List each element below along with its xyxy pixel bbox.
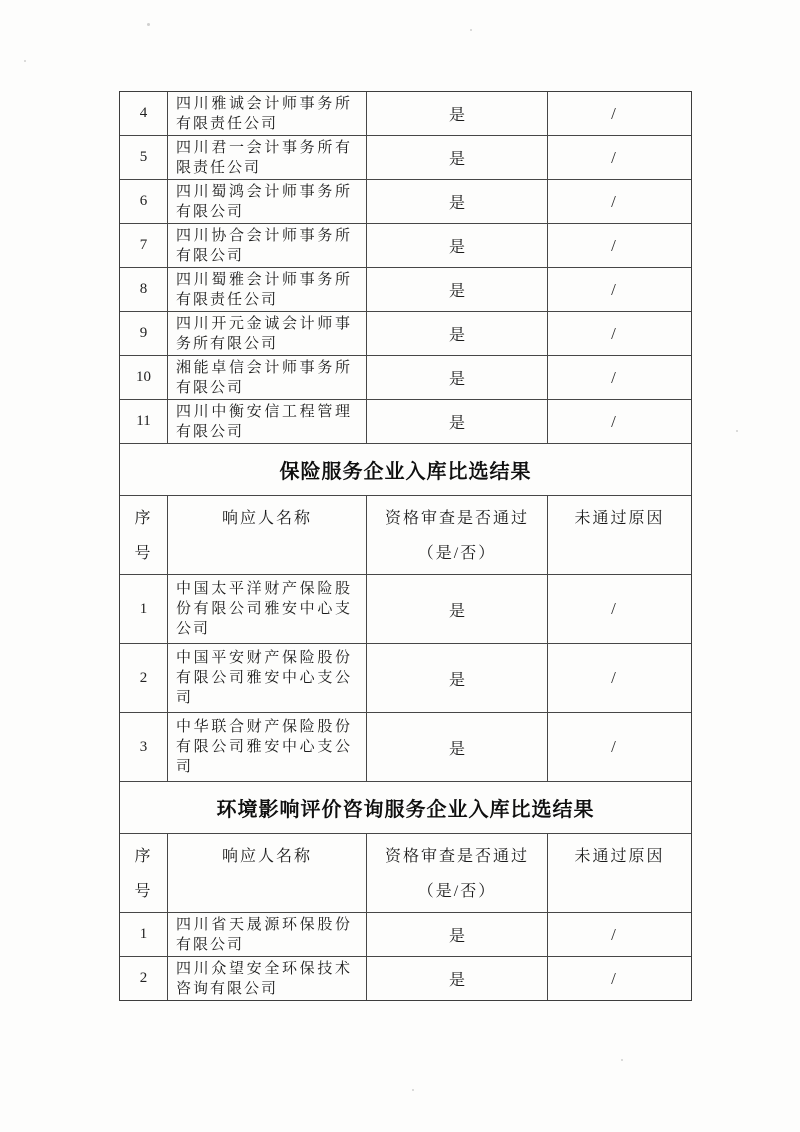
seq-number: 10 — [136, 369, 151, 385]
name-cell — [168, 92, 367, 135]
reason-cell — [548, 957, 691, 1000]
pass-value: 是 — [448, 239, 465, 256]
table-row — [120, 644, 691, 713]
reason-value: / — [611, 968, 616, 988]
header-pass-cell — [367, 834, 548, 912]
respondent-name: 四川蜀鸿会计师事务所有限公司 — [176, 183, 352, 220]
pass-value: 是 — [448, 671, 465, 689]
seq-number: 9 — [139, 325, 148, 341]
name-cell — [168, 136, 367, 179]
pass-value: 是 — [448, 602, 465, 620]
pass-value: 是 — [448, 928, 465, 945]
header-seq-cell — [120, 834, 168, 912]
reason-cell — [548, 312, 691, 355]
seq-cell — [120, 136, 168, 179]
respondent-name: 四川开元金诚会计师事务所有限公司 — [176, 315, 352, 352]
pass-cell — [367, 644, 548, 712]
header-reason-cell — [548, 496, 691, 574]
seq-number: 4 — [139, 105, 148, 121]
header-seq-line2: 号 — [134, 883, 153, 900]
header-pass-line1: 资格审查是否通过 — [384, 510, 529, 527]
seq-cell — [120, 913, 168, 956]
scan-speck — [621, 1059, 623, 1061]
pass-value: 是 — [448, 415, 465, 432]
seq-cell — [120, 92, 168, 135]
pass-cell — [367, 575, 548, 643]
respondent-name: 四川协合会计师事务所有限公司 — [176, 227, 352, 264]
respondent-name: 中国太平洋财产保险股份有限公司雅安中心支公司 — [176, 581, 352, 637]
header-reason-label: 未通过原因 — [574, 510, 665, 527]
table-row — [120, 312, 691, 356]
respondent-name: 四川蜀雅会计师事务所有限责任公司 — [176, 271, 352, 308]
seq-number: 2 — [139, 970, 148, 986]
environment-header-row — [120, 834, 691, 913]
insurance-header-row — [120, 496, 691, 575]
pass-cell — [367, 312, 548, 355]
respondent-name: 湘能卓信会计师事务所有限公司 — [176, 359, 352, 396]
pass-cell — [367, 957, 548, 1000]
reason-value: / — [611, 367, 616, 387]
reason-cell — [548, 356, 691, 399]
seq-number: 1 — [139, 926, 148, 942]
reason-cell — [548, 180, 691, 223]
respondent-name: 中国平安财产保险股份有限公司雅安中心支公司 — [176, 650, 352, 706]
seq-number: 3 — [139, 738, 148, 755]
pass-value: 是 — [448, 283, 465, 300]
seq-number: 11 — [136, 413, 151, 429]
seq-number: 1 — [139, 600, 148, 617]
pass-cell — [367, 224, 548, 267]
reason-cell — [548, 268, 691, 311]
reason-cell — [548, 575, 691, 643]
table-row — [120, 92, 691, 136]
seq-number: 5 — [139, 149, 148, 165]
reason-value: / — [611, 103, 616, 123]
seq-cell — [120, 312, 168, 355]
reason-value: / — [611, 279, 616, 299]
pass-value: 是 — [448, 195, 465, 212]
section-title-environment — [120, 782, 691, 834]
header-reason-cell — [548, 834, 691, 912]
header-name-label: 响应人名称 — [221, 848, 312, 865]
table-row — [120, 356, 691, 400]
pass-value: 是 — [448, 107, 465, 124]
section-title-text: 保险服务企业入库比选结果 — [279, 461, 532, 483]
reason-cell — [548, 136, 691, 179]
reason-value: / — [611, 599, 616, 618]
seq-number: 8 — [139, 281, 148, 297]
name-cell — [168, 913, 367, 956]
seq-cell — [120, 268, 168, 311]
reason-value: / — [611, 411, 616, 431]
pass-cell — [367, 136, 548, 179]
reason-value: / — [611, 191, 616, 211]
respondent-name: 四川中衡安信工程管理有限公司 — [176, 403, 352, 440]
pass-value: 是 — [448, 371, 465, 388]
scan-speck — [24, 60, 26, 62]
header-name-cell — [168, 834, 367, 912]
seq-cell — [120, 644, 168, 712]
reason-value: / — [611, 924, 616, 944]
pass-value: 是 — [448, 327, 465, 344]
pass-cell — [367, 356, 548, 399]
name-cell — [168, 644, 367, 712]
pass-cell — [367, 713, 548, 781]
seq-cell — [120, 957, 168, 1000]
header-pass-line2: （是/否） — [417, 883, 497, 900]
reason-cell — [548, 713, 691, 781]
seq-cell — [120, 224, 168, 267]
header-name-label: 响应人名称 — [221, 510, 312, 527]
header-seq-line2: 号 — [134, 545, 153, 562]
name-cell — [168, 224, 367, 267]
table-row — [120, 575, 691, 644]
seq-number: 2 — [139, 669, 148, 686]
name-cell — [168, 400, 367, 443]
table-row — [120, 268, 691, 312]
table-row — [120, 957, 691, 1000]
section-title-text: 环境影响评价咨询服务企业入库比选结果 — [216, 799, 595, 821]
reason-cell — [548, 400, 691, 443]
pass-cell — [367, 913, 548, 956]
header-seq-cell — [120, 496, 168, 574]
name-cell — [168, 575, 367, 643]
header-seq-line1: 序 — [134, 848, 153, 865]
reason-value: / — [611, 323, 616, 343]
reason-value: / — [611, 235, 616, 255]
reason-cell — [548, 644, 691, 712]
scan-speck — [412, 1089, 414, 1091]
respondent-name: 四川众望安全环保技术咨询有限公司 — [176, 960, 352, 997]
reason-value: / — [611, 737, 616, 756]
table-row — [120, 400, 691, 444]
name-cell — [168, 356, 367, 399]
table-row — [120, 913, 691, 957]
respondent-name: 四川雅诚会计师事务所有限责任公司 — [176, 95, 352, 132]
reason-value: / — [611, 668, 616, 687]
name-cell — [168, 268, 367, 311]
name-cell — [168, 180, 367, 223]
table-row — [120, 713, 691, 782]
pass-value: 是 — [448, 972, 465, 989]
reason-cell — [548, 224, 691, 267]
header-reason-label: 未通过原因 — [574, 848, 665, 865]
seq-number: 7 — [139, 237, 148, 253]
pass-cell — [367, 268, 548, 311]
seq-number: 6 — [139, 193, 148, 209]
table-row — [120, 224, 691, 268]
pass-value: 是 — [448, 740, 465, 758]
header-name-cell — [168, 496, 367, 574]
seq-cell — [120, 713, 168, 781]
pass-cell — [367, 92, 548, 135]
section-title-insurance — [120, 444, 691, 496]
pass-value: 是 — [448, 151, 465, 168]
scan-speck — [147, 23, 150, 26]
seq-cell — [120, 400, 168, 443]
header-pass-line2: （是/否） — [417, 545, 497, 562]
respondent-name: 中华联合财产保险股份有限公司雅安中心支公司 — [176, 719, 352, 775]
reason-value: / — [611, 147, 616, 167]
respondent-name: 四川省天晟源环保股份有限公司 — [176, 916, 352, 953]
table-row — [120, 180, 691, 224]
scan-speck — [470, 29, 472, 31]
seq-cell — [120, 180, 168, 223]
seq-cell — [120, 575, 168, 643]
name-cell — [168, 957, 367, 1000]
bid-results-table — [119, 91, 692, 1001]
header-seq-line1: 序 — [134, 510, 153, 527]
pass-cell — [367, 400, 548, 443]
reason-cell — [548, 913, 691, 956]
respondent-name: 四川君一会计事务所有限责任公司 — [176, 139, 352, 176]
name-cell — [168, 312, 367, 355]
scan-speck — [736, 430, 738, 432]
header-pass-cell — [367, 496, 548, 574]
pass-cell — [367, 180, 548, 223]
header-pass-line1: 资格审查是否通过 — [384, 848, 529, 865]
seq-cell — [120, 356, 168, 399]
name-cell — [168, 713, 367, 781]
table-row — [120, 136, 691, 180]
reason-cell — [548, 92, 691, 135]
